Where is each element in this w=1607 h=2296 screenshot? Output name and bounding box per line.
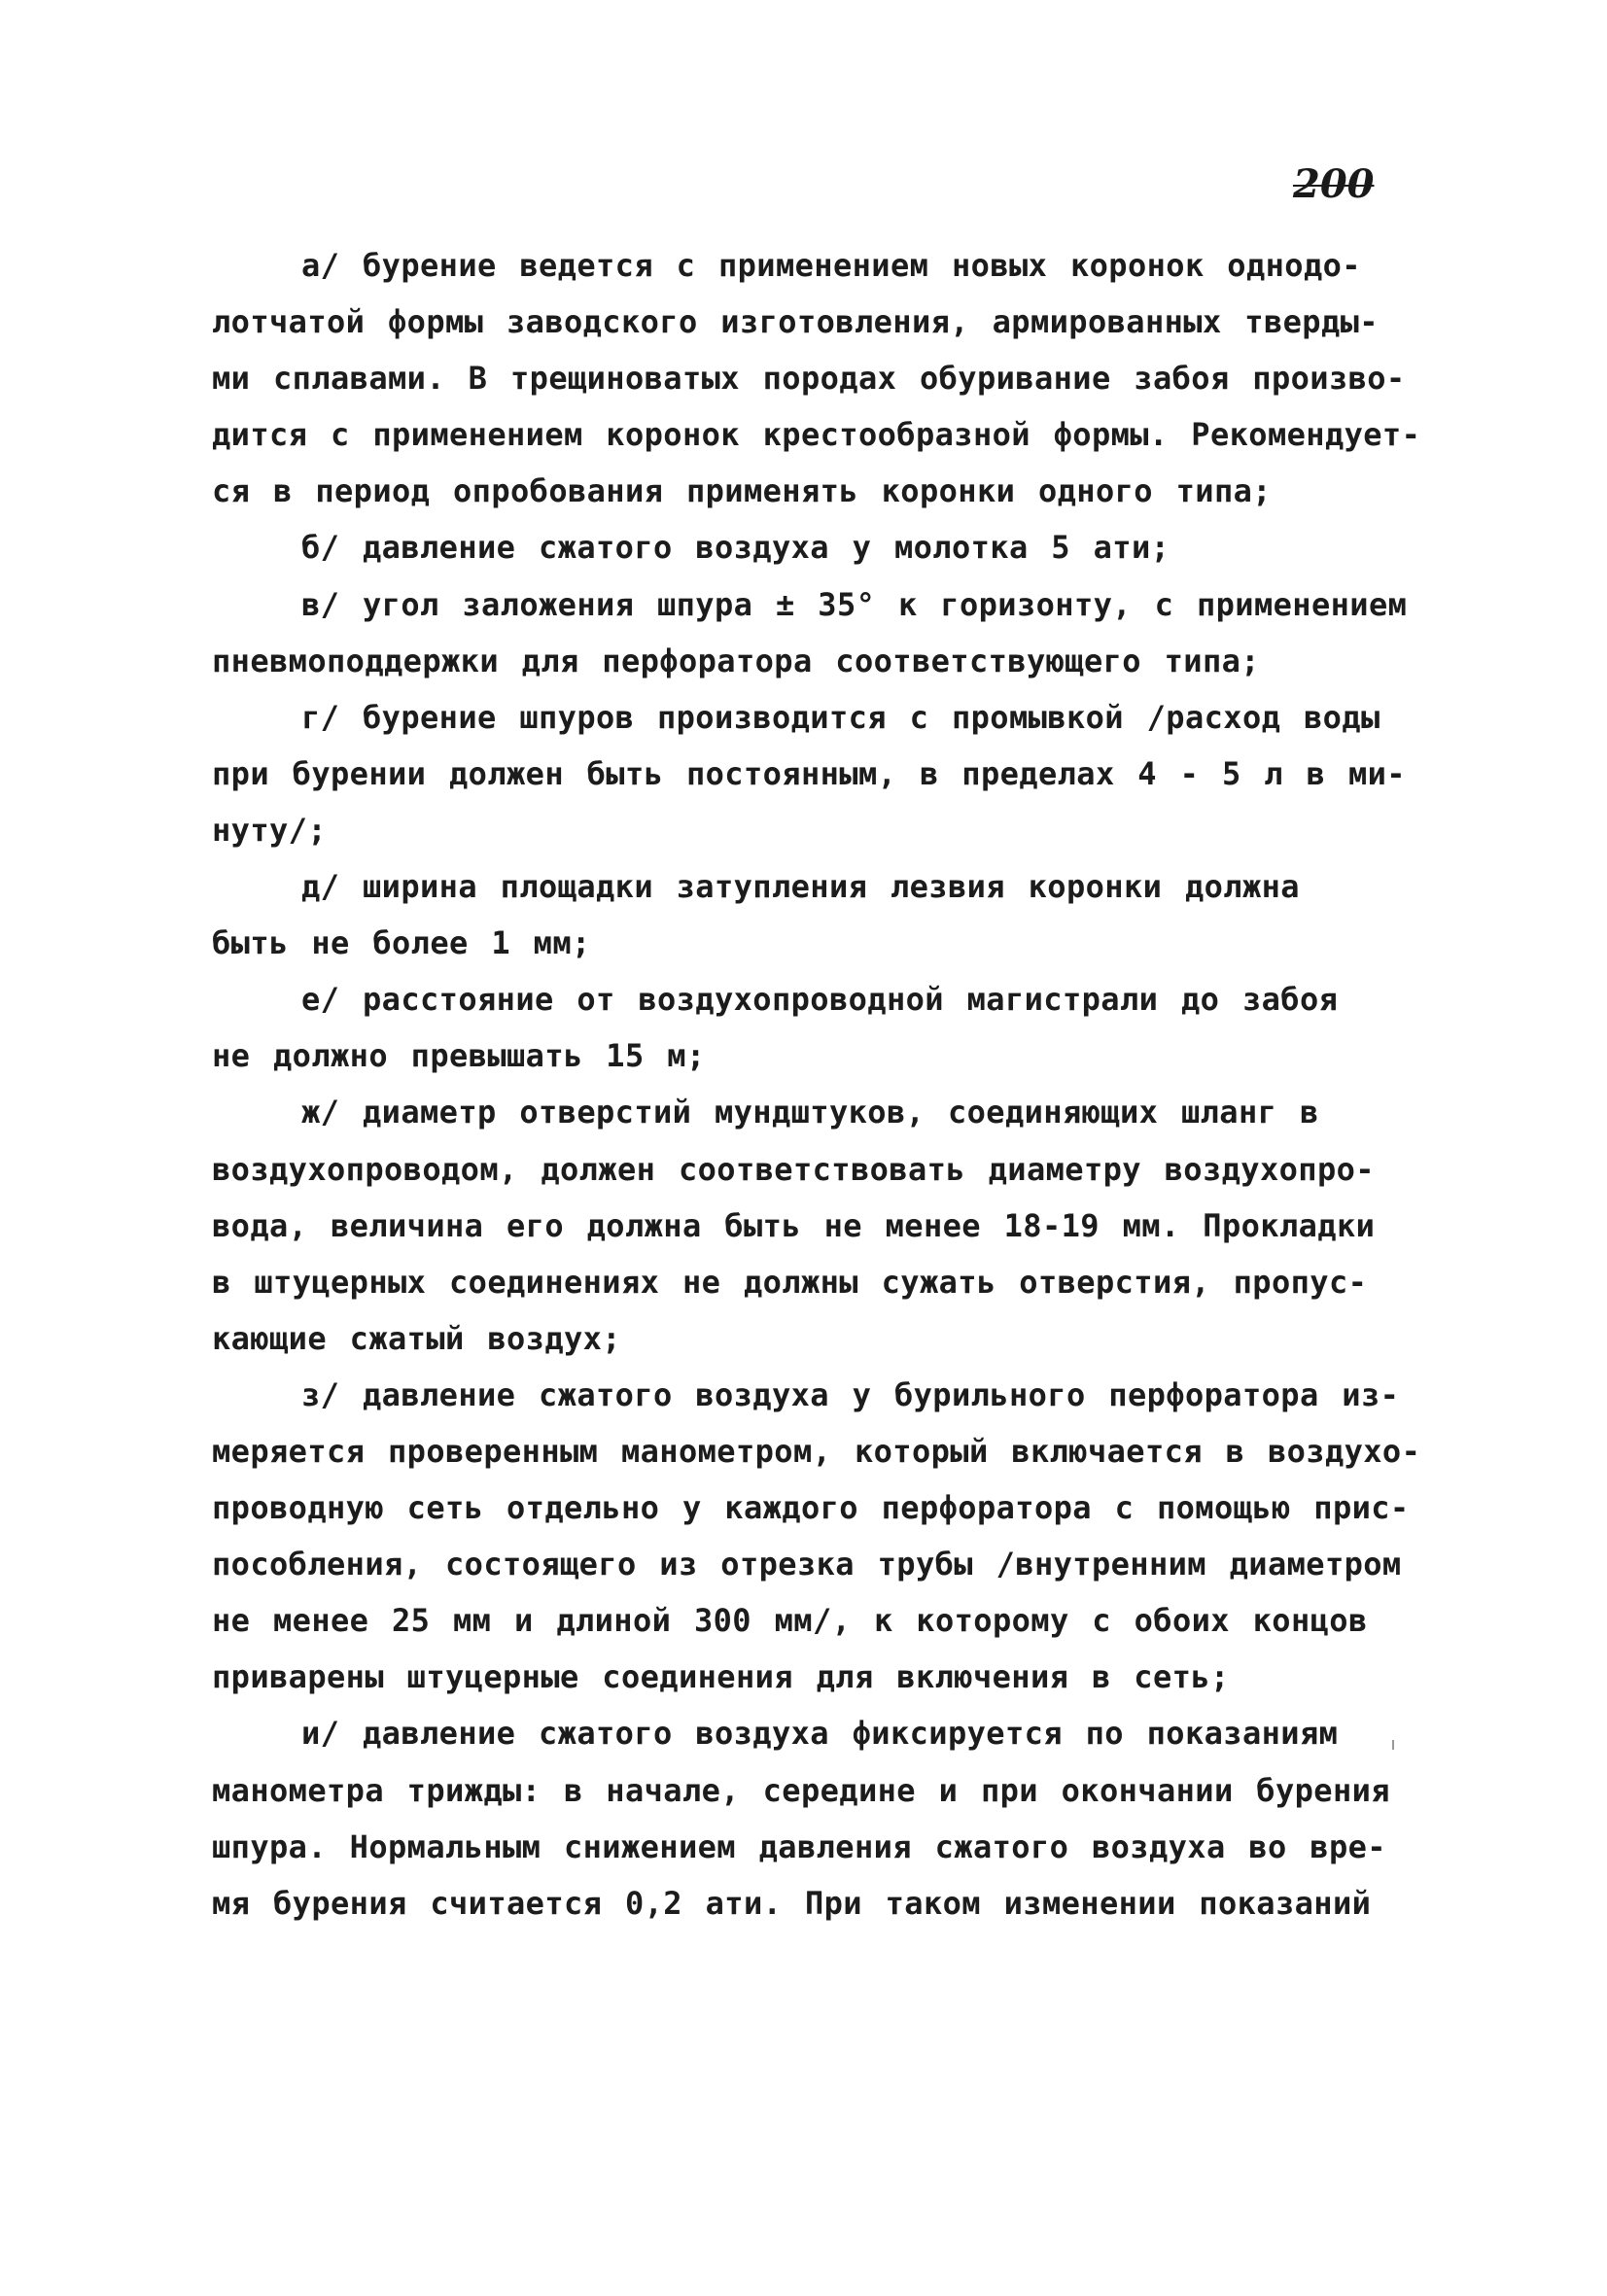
text-line: лотчатой формы заводского изготовления, армированных тверды- [212, 303, 1379, 341]
text-line: е/ расстояние от воздухопроводной магистрали до забоя [301, 981, 1339, 1019]
text-line: пневмоподдержки для перфоратора соответствующего типа; [212, 642, 1260, 679]
document-body-text [212, 237, 1421, 1931]
text-line: нуту/; [212, 811, 327, 849]
text-line: г/ бурение шпуров производится с промывкой /расход воды [301, 698, 1380, 736]
page-number: 200 [1293, 161, 1375, 207]
text-line: в штуцерных соединениях не должны сужать отверстия, пропус- [212, 1263, 1368, 1301]
text-line: з/ давление сжатого воздуха у бурильного перфоратора из- [301, 1375, 1400, 1413]
text-line: при бурении должен быть постоянным, в пределах 4 - 5 л в ми- [212, 754, 1406, 792]
text-line: ся в период опробования применять коронки одного типа; [212, 472, 1272, 510]
text-line: не менее 25 мм и длиной 300 мм/, к которому с обоих концов [212, 1602, 1368, 1640]
text-line: ми сплавами. В трещиноватых породах обуривание забоя произво- [212, 360, 1406, 398]
text-line: ж/ диаметр отверстий мундштуков, соединяющих шланг в [301, 1094, 1319, 1131]
text-line: проводную сеть отдельно у каждого перфоратора с помощью прис- [212, 1489, 1410, 1527]
text-line: приварены штуцерные соединения для включения в сеть; [212, 1658, 1230, 1696]
text-line: меряется проверенным манометром, который включается в воздухо- [212, 1432, 1421, 1470]
text-line: быть не более 1 мм; [212, 924, 591, 962]
text-line: шпура. Нормальным снижением давления сжатого воздуха во вре- [212, 1827, 1386, 1865]
text-line: а/ бурение ведется с применением новых коронок однодо- [301, 247, 1361, 284]
text-line: пособления, состоящего из отрезка трубы /внутренним диаметром [212, 1546, 1402, 1583]
text-line: воздухопроводом, должен соответствовать диаметру воздухопро- [212, 1150, 1375, 1188]
text-line: не должно превышать 15 м; [212, 1037, 706, 1075]
scan-artifact [1392, 1740, 1394, 1750]
text-line: д/ ширина площадки затупления лезвия коронки должна [301, 868, 1300, 906]
text-line: и/ давление сжатого воздуха фиксируется по показаниям [301, 1715, 1339, 1753]
text-line: кающие сжатый воздух; [212, 1319, 621, 1357]
text-line: манометра трижды: в начале, середине и при окончании бурения [212, 1771, 1390, 1809]
text-line: дится с применением коронок крестообразной формы. Рекомендует- [212, 416, 1421, 454]
text-line: в/ угол заложения шпура ± 35° к горизонту, с применением [301, 585, 1408, 623]
text-line: б/ давление сжатого воздуха у молотка 5 ати; [301, 529, 1170, 567]
text-line: мя бурения считается 0,2 ати. При таком изменении показаний [212, 1884, 1372, 1922]
text-line: вода, величина его должна быть не менее 18-19 мм. Прокладки [212, 1206, 1376, 1244]
